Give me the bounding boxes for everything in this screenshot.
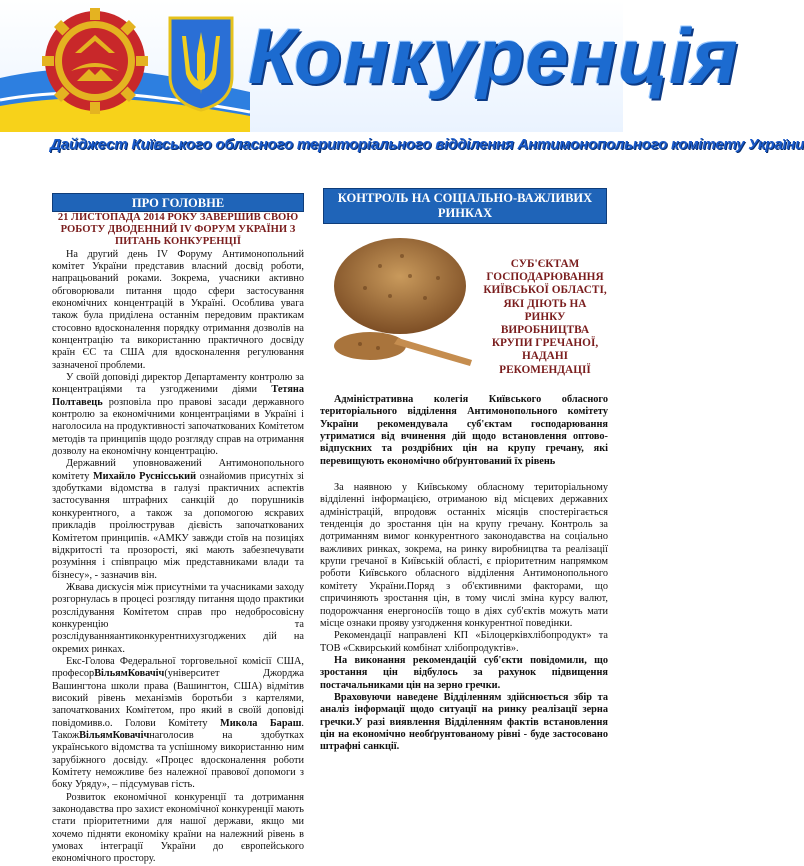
paragraph: Рекомендації направлені КП «Білоцерківхлібопродукт» та ТОВ «Сквирський комбінат хлібопродуктів». [320,630,608,654]
person-name: Микола Бараш [220,717,302,729]
paragraph: У своїй доповіді директор Департаменту контролю за концентраціями та узгодженими діями Тетяна Полтавець розповіла про правові засади державного контролю за економічними концентраціями в Україні і наголосила на продуктивності започаткованих Комітетом методів та принципів щодо розгляду справ на отримання дозволу на економічну концентрацію. [52,372,304,458]
paragraph: Екс-Голова Федеральної торговельної комісії США, професорВільямКовачіч(університет Джорджа Вашингтона школи права (Вашингтон, США) відмітив високий рівень механізмів боротьби з картелями, започаткованих Комітетом, про який в своїй доповіді повідомивв.о. Голови Комітету Микола Бараш. ТакожВільямКовачічнаголосив на здобутках українського відомства та успішному використанню ним зарубіжного досвіду. «Процес вдосконалення роботи Комітету неможливе без належної правової допомоги з боку Уряду», – підсумував гість. [52,655,304,791]
callout-text: СУБ'ЄКТАМ ГОСПОДАРЮВАННЯ КИЇВСЬКОЇ ОБЛАСТІ, ЯКІ ДІЮТЬ НА РИНКУ ВИРОБНИЦТВА КРУПИ ГРЕЧАНОЇ, НАДАНІ РЕКОМЕНДАЦІЇ [483,258,607,376]
person-name: Михайло Руснісський [92,470,197,482]
digest-subtitle: Дайджест Київського обласного територіального відділення Антимонопольного комітету України [50,136,804,153]
paragraph: За наявною у Київському обласному територіальному відділенні інформацією, отриманою від місцевих державних адміністрацій, впродовж останніх місяців спостерігається тенденція до зростання цін на крупу гречану. Контроль за дотриманням вимог конкурентного законодавства на соціально важливих ринках, зокрема, на ринку виробництва та реалізації крупи гречаної в Київській області, є пріоритетним напрямком роботи Київського обласного відділення Антимонопольного комітету України.Поряд з об'єктивними факторами, що спричиняють зростання цін, в тому числі зміна курсу валют, подорожчання енергоносіїв тощо в діях суб'єктів можуть мати місце ознаки прояву узгодження конкурентної поведінки. [320,482,608,629]
paragraph: Жвава дискусія між присутніми та учасниками заходу розгорнулась в процесі розгляду питання щодо практики розслідування Комітетом справ про недобросовісну конкуренцію та розслідуванняантиконкурентнихузгоджених дій на окремих ринках. [52,581,304,655]
section-title-control: КОНТРОЛЬ НА СОЦІАЛЬНО-ВАЖЛИВИХ РИНКАХ [323,188,607,224]
right-article [320,394,608,754]
amku-emblem [40,6,150,116]
person-name: ВільямКовачіч [94,668,165,680]
lead-paragraph: Адміністративна колегія Київського обласного територіального відділення Антимонопольного комітету України рекомендувала суб'єктам господарювання утриматися від вчинення дій щодо встановлення оптово-відпускних та роздрібних цін на крупу гречану, які перевищують економічно обґрунтований їх рівень [320,394,608,467]
person-name: ВільямКовачіч [79,730,150,742]
paragraph: Державний уповноважений Антимонопольного комітету Михайло Руснісський ознайомив присутніх зі здобутками відомства в галузі практичних аспектів застосування штрафних санкцій до порушників конкурентного, а також за допомогою яскравих прикладів проілюстрував дієвість започаткованих Комітетом принципів. «АМКУ завжди стоїв на позиціях відкритості та прозорості, які мають забезпечувати розуміння і співпрацю між представниками влади та бізнесу», - зазначив він. [52,458,304,581]
article-headline: 21 ЛИСТОПАДА 2014 РОКУ ЗАВЕРШИВ СВОЮ РОБОТУ ДВОДЕННИЙ IV ФОРУМ УКРАЇНИ З ПИТАНЬ КОНКУРЕНЦІЇ [57,212,299,248]
paragraph: Розвиток економічної конкуренції та дотримання законодавства про захист економічної конкуренції мають стати пріоритетними для нашої держави, якщо ми хочемо підняти економіку країни на належний рівень в умовах інтеграції України до європейського економічного простору. [52,791,304,865]
left-article [52,212,304,866]
paragraph: На другий день IV Форуму Антимонопольний комітет України представив власний досвід роботи, напрацьований роками. Зокрема, учасники активно обговорювали питання щодо сфери застосування економічних концентрацій в Україні. Особлива увага також була приділена останнім передовим практикам стосовно вдосконалення порядку отримання дозволів на концентрацію та використанню практичного досвіду країн ЄС та США для вдосконалення регулювання зазначеної проблеми. [52,248,304,371]
ukraine-coat-of-arms-icon [166,14,236,114]
magazine-title: Конкуренція [248,12,739,100]
paragraph: На виконання рекомендацій суб'єкти повідомили, що зростання цін відбулось за рахунок підвищення постачальниками цін на зерно гречки. [320,654,608,691]
person-name: Тетяна Полтавець [52,384,304,408]
buckwheat-photo [320,226,480,381]
section-title-main: ПРО ГОЛОВНЕ [52,193,304,212]
paragraph: Враховуючи наведене Відділенням здійснюється збір та аналіз інформації щодо ситуації на ринку реалізації зерна гречки.У разі виявлення Відділенням фактів встановлення цін на економічно необґрунтованому рівні - буде застосовано штрафні санкції. [320,691,608,753]
